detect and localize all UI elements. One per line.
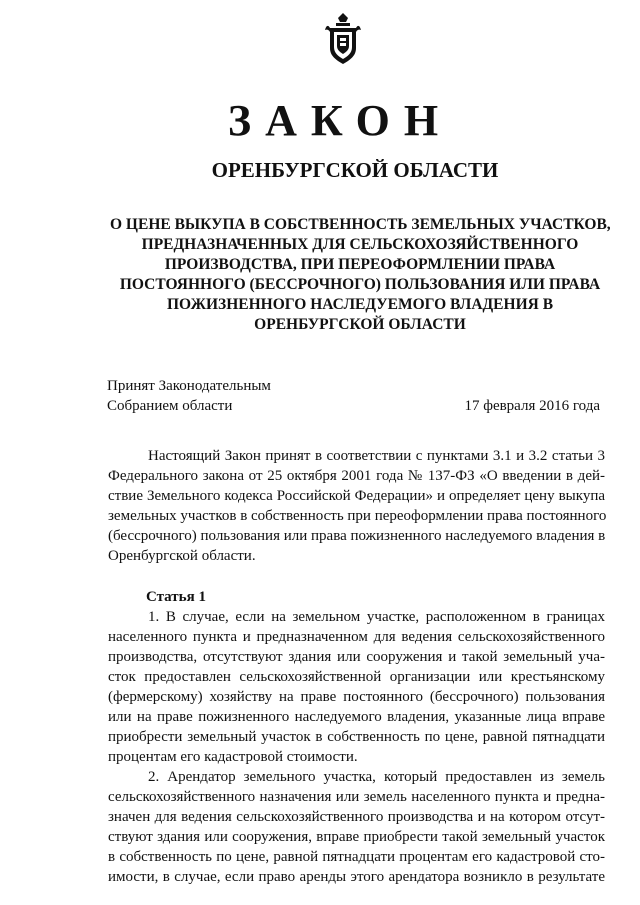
article-line: (фермерскому) хозяйству на праве постоянного (бессрочного) пользования — [108, 689, 605, 705]
preamble-line: земельных участков в собственность при переоформлении права постоянного — [108, 508, 607, 524]
article-line: имости, в случае, если право аренды этого арендатора возникло в результате — [108, 869, 605, 885]
region-title: ОРЕНБУРГСКОЙ ОБЛАСТИ — [211, 158, 499, 182]
article-line: производства, отсутствуют здания или сооружения и такой земельный уча- — [108, 649, 605, 665]
article-body — [108, 607, 605, 887]
subject-line: ОРЕНБУРГСКОЙ ОБЛАСТИ — [254, 316, 466, 333]
preamble-line: (бессрочного) пользования или права пожизненного наследуемого владения в — [108, 528, 606, 544]
preamble-line: Настоящий Закон принят в соответствии с пунктами 3.1 и 3.2 статьи 3 — [148, 448, 605, 464]
article-line: в собственность по цене, равной пятнадцати процентам его кадастровой сто- — [108, 849, 605, 865]
article-line: значен для ведения сельскохозяйственного производства и на котором отсут- — [108, 809, 605, 825]
law-subject — [110, 215, 610, 335]
article-line: приобрести земельный участок в собственность по цене, равной пятнадцати — [108, 729, 605, 745]
adoption-line: Собранием области — [107, 398, 233, 414]
preamble-line: Федерального закона от 25 октября 2001 года № 137-ФЗ «О введении в дей- — [108, 468, 605, 484]
coat-of-arms-icon — [324, 12, 362, 66]
article-line: 1. В случае, если на земельном участке, расположенном в границах — [148, 609, 605, 625]
adoption-date: 17 февраля 2016 года — [464, 398, 600, 414]
law-title: ЗАКОН — [227, 96, 453, 145]
preamble-paragraph — [108, 446, 605, 566]
adoption-line: Принят Законодательным — [107, 378, 271, 394]
subject-line: ПРЕДНАЗНАЧЕННЫХ ДЛЯ СЕЛЬСКОХОЗЯЙСТВЕННОГО — [141, 236, 579, 253]
subject-line: ПРОИЗВОДСТВА, ПРИ ПЕРЕОФОРМЛЕНИИ ПРАВА — [164, 256, 556, 273]
subject-line: О ЦЕНЕ ВЫКУПА В СОБСТВЕННОСТЬ ЗЕМЕЛЬНЫХ УЧАСТКОВ, — [110, 216, 611, 233]
article-line: процентам его кадастровой стоимости. — [108, 749, 358, 765]
article-line: сток предоставлен сельскохозяйственной организации или крестьянскому — [108, 669, 605, 685]
article-line: сельскохозяйственного назначения или земель населенного пункта и предна- — [108, 789, 605, 805]
article-heading: Статья 1 — [146, 589, 206, 605]
article-line: населенного пункта и предназначенном для ведения сельскохозяйственного — [108, 629, 605, 645]
article-line: или на праве пожизненного наследуемого владения, указанные лица вправе — [108, 709, 605, 725]
article-line: 2. Арендатор земельного участка, который предоставлен из земель — [148, 769, 605, 785]
subject-line: ПОСТОЯННОГО (БЕССРОЧНОГО) ПОЛЬЗОВАНИЯ ИЛИ ПРАВА — [119, 276, 601, 293]
adoption-body — [107, 376, 271, 416]
subject-line: ПОЖИЗНЕННОГО НАСЛЕДУЕМОГО ВЛАДЕНИЯ В — [166, 296, 554, 313]
article-line: ствуют здания или сооружения, вправе приобрести такой земельный участок — [108, 829, 605, 845]
preamble-line: Оренбургской области. — [108, 548, 256, 564]
preamble-line: ствие Земельного кодекса Российской Федерации» и определяет цену выкупа — [108, 488, 605, 504]
